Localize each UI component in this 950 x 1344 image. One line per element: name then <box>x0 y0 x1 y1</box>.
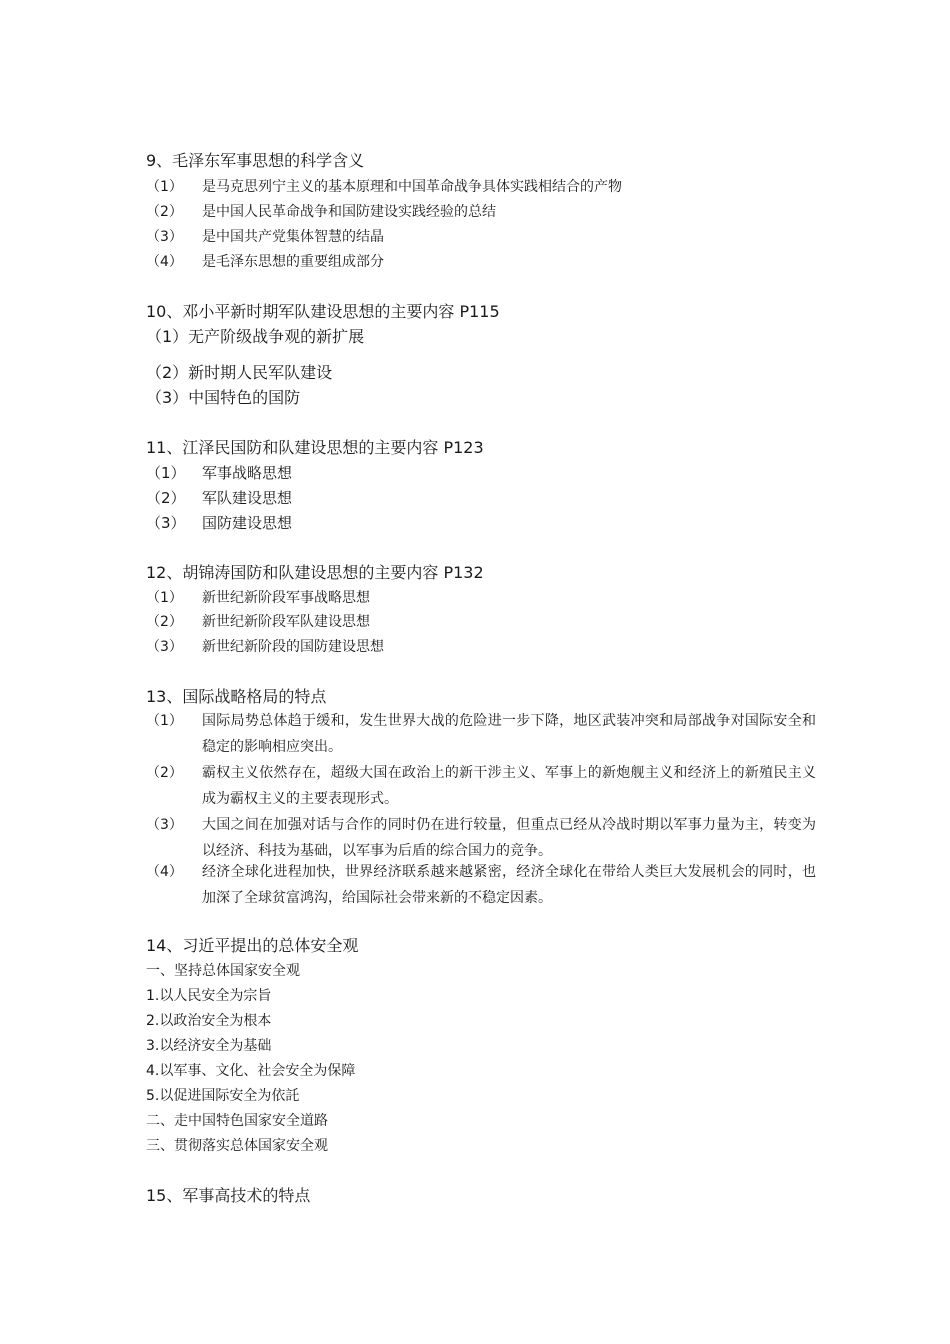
list-item <box>146 812 816 864</box>
list-item-number: （2） <box>146 204 183 220</box>
list-item-number: （2） <box>146 489 186 507</box>
list-item: 5.以促进国际安全为依託 <box>146 1088 300 1104</box>
list-item: 三、贯彻落实总体国家安全观 <box>146 1138 328 1154</box>
list-item-text: 国防建设思想 <box>202 514 293 532</box>
list-item-number: （2） <box>146 765 183 781</box>
section-heading: 12、胡锦涛国防和队建设思想的主要内容 P132 <box>146 563 484 582</box>
list-item: 二、走中国特色国家安全道路 <box>146 1113 328 1129</box>
list-item-text: 是中国人民革命战争和国防建设实践经验的总结 <box>202 204 496 220</box>
list-item-text: 是马克思列宁主义的基本原理和中国革命战争具体实践相结合的产物 <box>202 179 622 195</box>
list-item <box>146 226 384 248</box>
list-item: 2.以政治安全为根本 <box>146 1013 272 1029</box>
list-item <box>146 636 384 658</box>
section-heading: 13、国际战略格局的特点 <box>146 687 327 706</box>
list-item <box>146 587 370 609</box>
list-item: （1）无产阶级战争观的新扩展 <box>146 327 365 346</box>
list-item <box>146 462 292 484</box>
list-item-number: （1） <box>146 179 183 195</box>
list-item-number: （3） <box>146 514 186 532</box>
list-item: （2）新时期人民军队建设 <box>146 363 333 382</box>
list-item-number: （1） <box>146 713 183 729</box>
list-item: 一、坚持总体国家安全观 <box>146 963 300 979</box>
list-item-number: （4） <box>146 864 183 880</box>
list-item <box>146 611 370 633</box>
list-item: 4.以军事、文化、社会安全为保障 <box>146 1063 356 1079</box>
list-item <box>146 859 816 911</box>
list-item-text: 大国之间在加强对话与合作的同时仍在进行较量，但重点已经从冷战时期以军事力量为主，转变为以经济、科技为基础，以军事为后盾的综合国力的竞争。 <box>202 817 816 859</box>
list-item-number: （2） <box>146 614 183 630</box>
list-item-number: （3） <box>146 639 183 655</box>
list-item-number: （3） <box>146 817 183 833</box>
list-item: （3）中国特色的国防 <box>146 388 301 407</box>
list-item-text: 军队建设思想 <box>202 489 293 507</box>
list-item: 3.以经济安全为基础 <box>146 1038 272 1054</box>
list-item-number: （1） <box>146 464 186 482</box>
list-item <box>146 176 622 198</box>
list-item <box>146 201 496 223</box>
section-heading: 15、军事高技术的特点 <box>146 1186 311 1205</box>
list-item-text: 是中国共产党集体智慧的结晶 <box>202 229 384 245</box>
section-heading: 9、毛泽东军事思想的科学含义 <box>146 151 365 170</box>
list-item-text: 是毛泽东思想的重要组成部分 <box>202 254 384 270</box>
list-item-text: 军事战略思想 <box>202 464 293 482</box>
section-heading: 11、江泽民国防和队建设思想的主要内容 P123 <box>146 438 484 457</box>
section-heading: 14、习近平提出的总体安全观 <box>146 936 359 955</box>
list-item-number: （4） <box>146 254 183 270</box>
list-item-number: （1） <box>146 590 183 606</box>
list-item-text: 经济全球化进程加快，世界经济联系越来越紧密，经济全球化在带给人类巨大发展机会的同时，也加深了全球贫富鸿沟，给国际社会带来新的不稳定因素。 <box>202 864 816 906</box>
list-item: 1.以人民安全为宗旨 <box>146 988 272 1004</box>
list-item <box>146 487 292 509</box>
list-item-text: 新世纪新阶段军队建设思想 <box>202 614 370 630</box>
list-item-text: 新世纪新阶段军事战略思想 <box>202 590 370 606</box>
list-item-number: （3） <box>146 229 183 245</box>
list-item <box>146 251 384 273</box>
section-heading: 10、邓小平新时期军队建设思想的主要内容 P115 <box>146 302 500 321</box>
list-item-text: 新世纪新阶段的国防建设思想 <box>202 639 384 655</box>
list-item <box>146 760 816 812</box>
list-item <box>146 708 816 760</box>
list-item-text: 霸权主义依然存在，超级大国在政治上的新干涉主义、军事上的新炮舰主义和经济上的新殖民主义成为霸权主义的主要表现形式。 <box>202 765 816 807</box>
list-item <box>146 512 292 534</box>
list-item-text: 国际局势总体趋于缓和，发生世界大战的危险进一步下降，地区武装冲突和局部战争对国际安全和稳定的影响相应突出。 <box>202 713 816 755</box>
